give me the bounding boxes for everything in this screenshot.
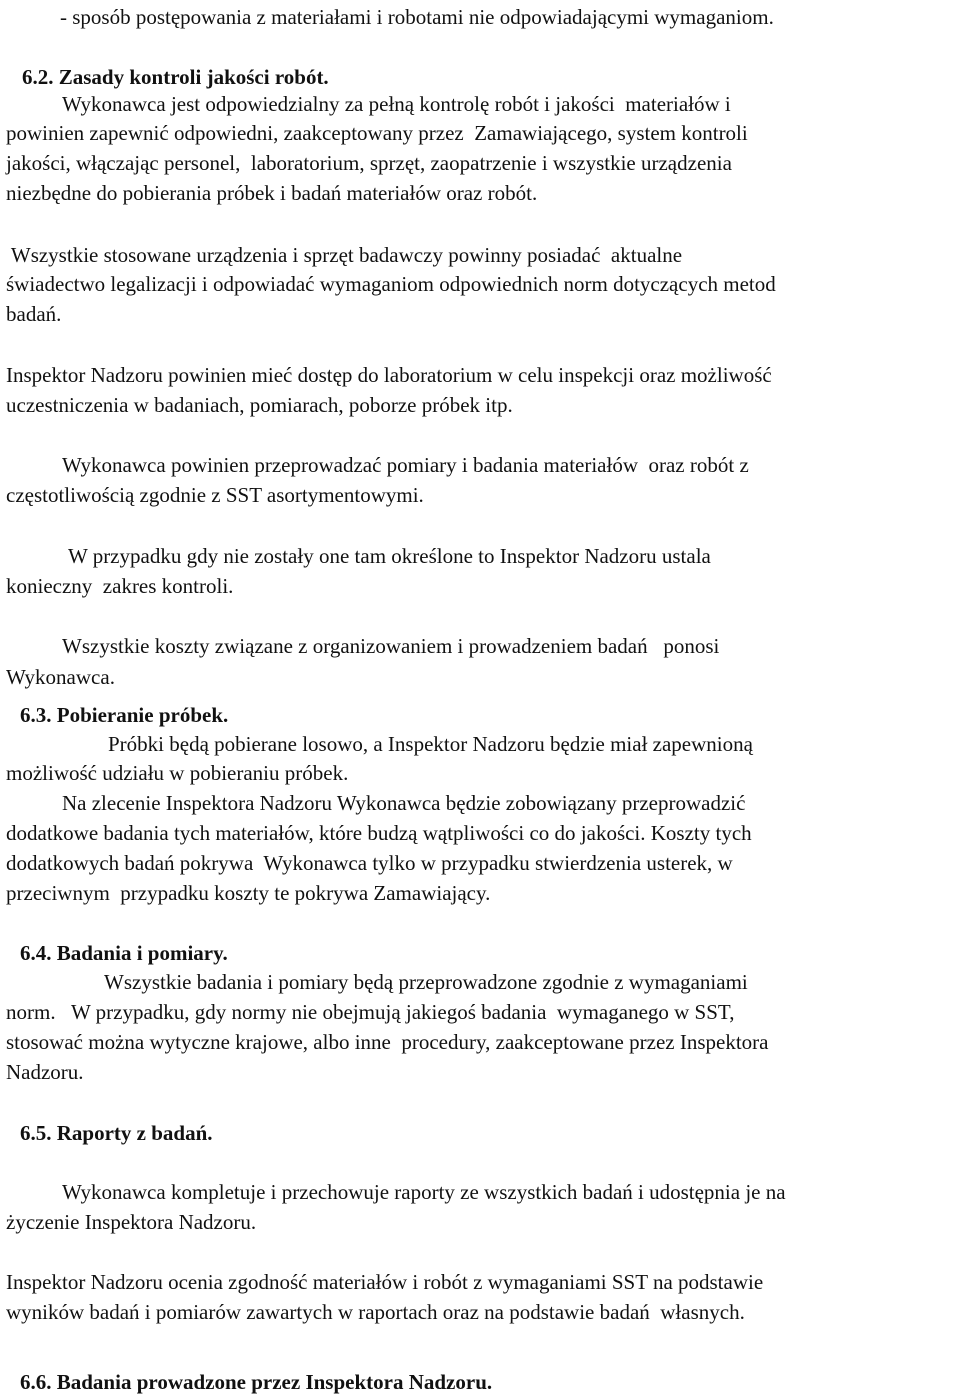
paragraph-line: możliwość udziału w pobieraniu próbek. <box>6 761 349 785</box>
paragraph-line: jakości, włączając personel, laboratorium, sprzęt, zaopatrzenie i wszystkie urządzenia <box>6 151 732 175</box>
paragraph-line: Wszystkie koszty związane z organizowaniem i prowadzeniem badań ponosi <box>62 634 720 658</box>
paragraph-line: Próbki będą pobierane losowo, a Inspektor Nadzoru będzie miał zapewnioną <box>108 732 753 756</box>
paragraph-line: Wykonawca. <box>6 665 115 689</box>
paragraph-line: Wykonawca powinien przeprowadzać pomiary i badania materiałów oraz robót z <box>62 453 749 477</box>
paragraph-line: świadectwo legalizacji i odpowiadać wymaganiom odpowiednich norm dotyczących metod <box>6 272 776 296</box>
list-item-text: - sposób postępowania z materiałami i robotami nie odpowiadającymi wymaganiom. <box>60 5 774 29</box>
paragraph-line: dodatkowych badań pokrywa Wykonawca tylko w przypadku stwierdzenia usterek, w <box>6 851 733 875</box>
paragraph-line: wyników badań i pomiarów zawartych w raportach oraz na podstawie badań własnych. <box>6 1300 745 1324</box>
section-heading-6-6: 6.6. Badania prowadzone przez Inspektora Nadzoru. <box>20 1370 493 1394</box>
paragraph-line: konieczny zakres kontroli. <box>6 574 234 598</box>
section-heading-6-2: 6.2. Zasady kontroli jakości robót. <box>22 65 329 89</box>
paragraph-line: życzenie Inspektora Nadzoru. <box>6 1210 257 1234</box>
paragraph-line: niezbędne do pobierania próbek i badań materiałów oraz robót. <box>6 181 538 205</box>
paragraph-line: Wykonawca kompletuje i przechowuje raporty ze wszystkich badań i udostępnia je na <box>62 1180 786 1204</box>
paragraph-line: Wszystkie stosowane urządzenia i sprzęt badawczy powinny posiadać aktualne <box>6 243 683 267</box>
paragraph-line: Na zlecenie Inspektora Nadzoru Wykonawca będzie zobowiązany przeprowadzić <box>62 791 746 815</box>
paragraph-line: stosować można wytyczne krajowe, albo inne procedury, zaakceptowane przez Inspektora <box>6 1030 769 1054</box>
paragraph-line: W przypadku gdy nie zostały one tam określone to Inspektor Nadzoru ustala <box>68 544 711 568</box>
paragraph-line: Wszystkie badania i pomiary będą przeprowadzone zgodnie z wymaganiami <box>104 970 748 994</box>
paragraph-line: norm. W przypadku, gdy normy nie obejmują jakiegoś badania wymaganego w SST, <box>6 1000 735 1024</box>
paragraph-line: Wykonawca jest odpowiedzialny za pełną kontrolę robót i jakości materiałów i <box>62 92 731 116</box>
paragraph-line: uczestniczenia w badaniach, pomiarach, poborze próbek itp. <box>6 393 513 417</box>
paragraph-line: Inspektor Nadzoru ocenia zgodność materiałów i robót z wymaganiami SST na podstawie <box>6 1270 764 1294</box>
paragraph-line: Inspektor Nadzoru powinien mieć dostęp do laboratorium w celu inspekcji oraz możliwość <box>6 363 772 387</box>
paragraph-line: dodatkowe badania tych materiałów, które budzą wątpliwości co do jakości. Koszty tych <box>6 821 752 845</box>
section-heading-6-5: 6.5. Raporty z badań. <box>20 1121 213 1145</box>
paragraph-line: badań. <box>6 302 62 326</box>
paragraph-line: powinien zapewnić odpowiedni, zaakceptowany przez Zamawiającego, system kontroli <box>6 121 748 145</box>
section-heading-6-4: 6.4. Badania i pomiary. <box>20 941 228 965</box>
section-heading-6-3: 6.3. Pobieranie próbek. <box>20 703 229 727</box>
paragraph-line: częstotliwością zgodnie z SST asortymentowymi. <box>6 483 424 507</box>
paragraph-line: przeciwnym przypadku koszty te pokrywa Zamawiający. <box>6 881 491 905</box>
paragraph-line: Nadzoru. <box>6 1060 84 1084</box>
